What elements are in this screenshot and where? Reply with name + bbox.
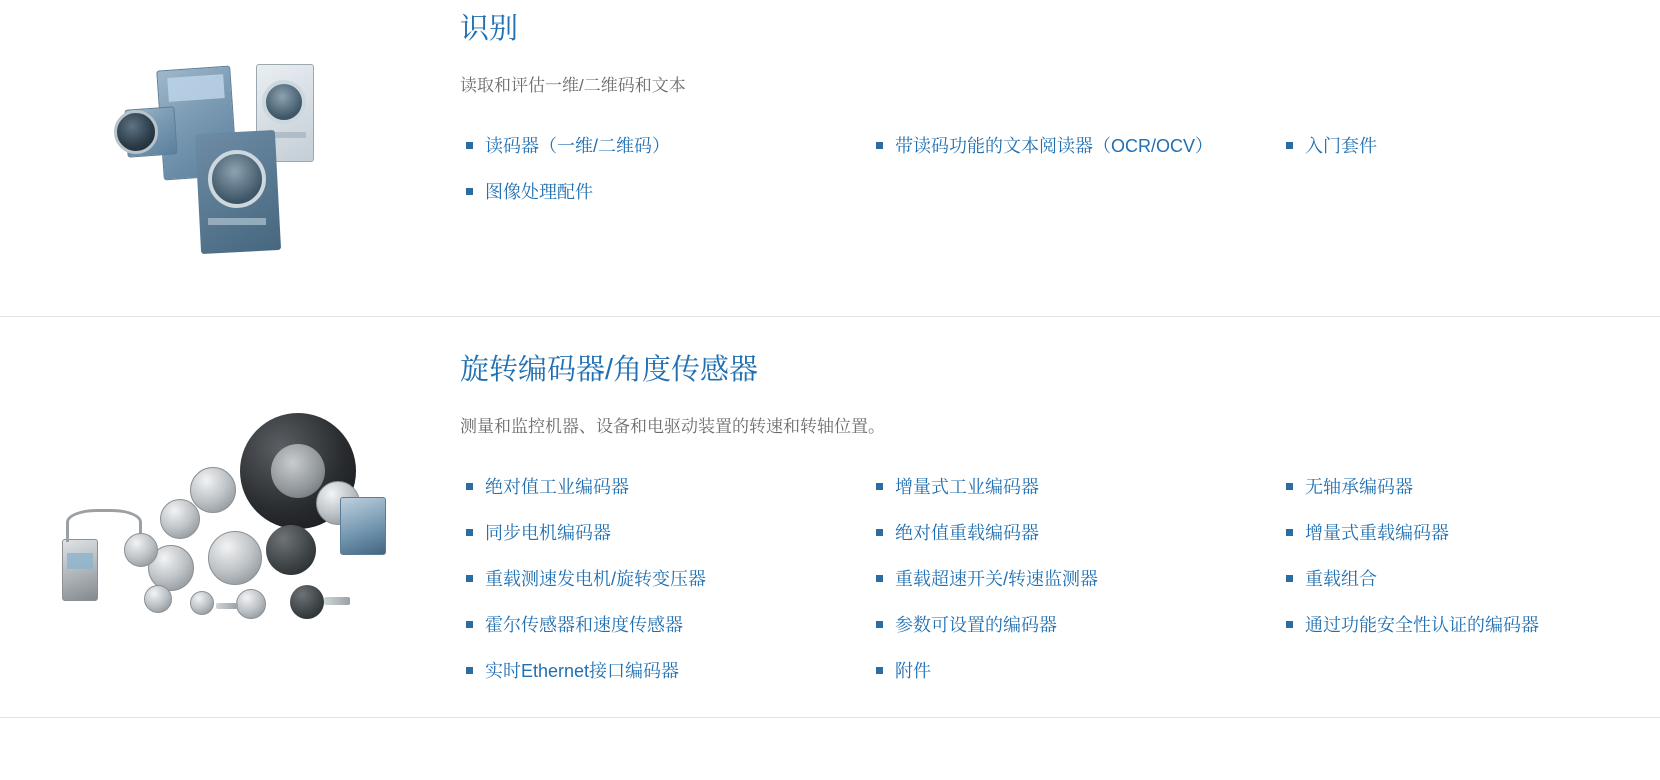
category-link-label: 霍尔传感器和速度传感器 [485,614,683,635]
category-link-label: 增量式工业编码器 [895,477,1039,498]
display-module-icon [62,539,98,601]
camera-indicator [167,74,225,102]
bullet-icon [1286,483,1293,490]
section-divider [0,717,1660,718]
encoder-icon [190,591,214,615]
category-link[interactable] [460,603,870,649]
bullet-icon [876,483,883,490]
category-link-label: 参数可设置的编码器 [895,614,1057,635]
lens-icon [208,150,266,208]
section-recognition-links [460,124,1660,216]
lens-icon [114,110,158,154]
bullet-icon [466,188,473,195]
category-link-label: 入门套件 [1305,136,1377,157]
category-link-label: 绝对值重载编码器 [895,523,1039,544]
encoder-icon [144,585,172,613]
bullet-icon [466,621,473,628]
category-link-label: 重载组合 [1305,569,1377,590]
category-link-label: 重载超速开关/转速监测器 [895,569,1098,590]
section-recognition-body [460,6,1660,216]
category-link-label: 同步电机编码器 [485,523,611,544]
category-link[interactable] [1280,603,1660,649]
encoder-module-icon [340,497,386,555]
bullet-icon [466,575,473,582]
bullet-icon [1286,529,1293,536]
category-link-label: 实时Ethernet接口编码器 [485,660,680,681]
bullet-icon [876,575,883,582]
grid-spacer [1280,649,1660,695]
category-link-label: 带读码功能的文本阅读器（OCR/OCV） [895,136,1214,157]
category-link[interactable] [870,603,1280,649]
encoder-icon [208,531,262,585]
category-link-label: 图像处理配件 [485,182,593,203]
category-link-label: 通过功能安全性认证的编码器 [1305,614,1539,635]
bullet-icon [466,667,473,674]
bullet-icon [876,621,883,628]
bullet-icon [876,667,883,674]
category-link[interactable] [460,557,870,603]
device-label [208,218,266,225]
category-link[interactable] [1280,557,1660,603]
category-link[interactable] [870,511,1280,557]
shaft-icon [324,597,350,605]
section-encoders-media [0,353,460,643]
category-link[interactable] [460,170,870,216]
category-link[interactable] [870,465,1280,511]
bullet-icon [876,142,883,149]
section-description: 测量和监控机器、设备和电驱动装置的转速和转轴位置。 [460,416,885,436]
section-description: 读取和评估一维/二维码和文本 [460,75,686,95]
category-link-label: 无轴承编码器 [1305,477,1413,498]
category-link[interactable] [1280,465,1660,511]
category-link[interactable] [870,557,1280,603]
category-link[interactable] [870,124,1280,170]
category-link[interactable] [1280,511,1660,557]
section-encoders-links [460,465,1660,694]
section-recognition [0,0,1660,316]
bullet-icon [1286,142,1293,149]
bullet-icon [466,142,473,149]
shaft-icon [216,603,238,609]
encoder-icon [290,585,324,619]
lens-icon [262,80,306,124]
category-link-label: 读码器（一维/二维码） [485,136,670,157]
section-title: 识别 [460,13,519,45]
bullet-icon [1286,621,1293,628]
encoder-icon [190,467,236,513]
category-link[interactable] [460,465,870,511]
encoder-icon [160,499,200,539]
bullet-icon [466,483,473,490]
category-link[interactable] [870,649,1280,695]
display-screen [67,553,93,569]
category-link[interactable] [460,649,870,695]
category-link[interactable] [460,511,870,557]
category-link-label: 附件 [895,660,931,681]
category-link[interactable] [1280,124,1660,170]
section-encoders-body [460,353,1660,695]
section-title: 旋转编码器/角度传感器 [460,354,759,386]
category-link-label: 绝对值工业编码器 [485,477,629,498]
category-link-label: 增量式重载编码器 [1305,523,1449,544]
encoder-icon [124,533,158,567]
recognition-products-image [80,46,380,266]
section-recognition-media [0,6,460,266]
bullet-icon [1286,575,1293,582]
encoder-icon [236,589,266,619]
section-encoders [0,317,1660,717]
encoder-icon [266,525,316,575]
category-link[interactable] [460,124,870,170]
category-link-label: 重载测速发电机/旋转变压器 [485,569,706,590]
bullet-icon [876,529,883,536]
encoder-products-image [40,413,420,643]
bullet-icon [466,529,473,536]
